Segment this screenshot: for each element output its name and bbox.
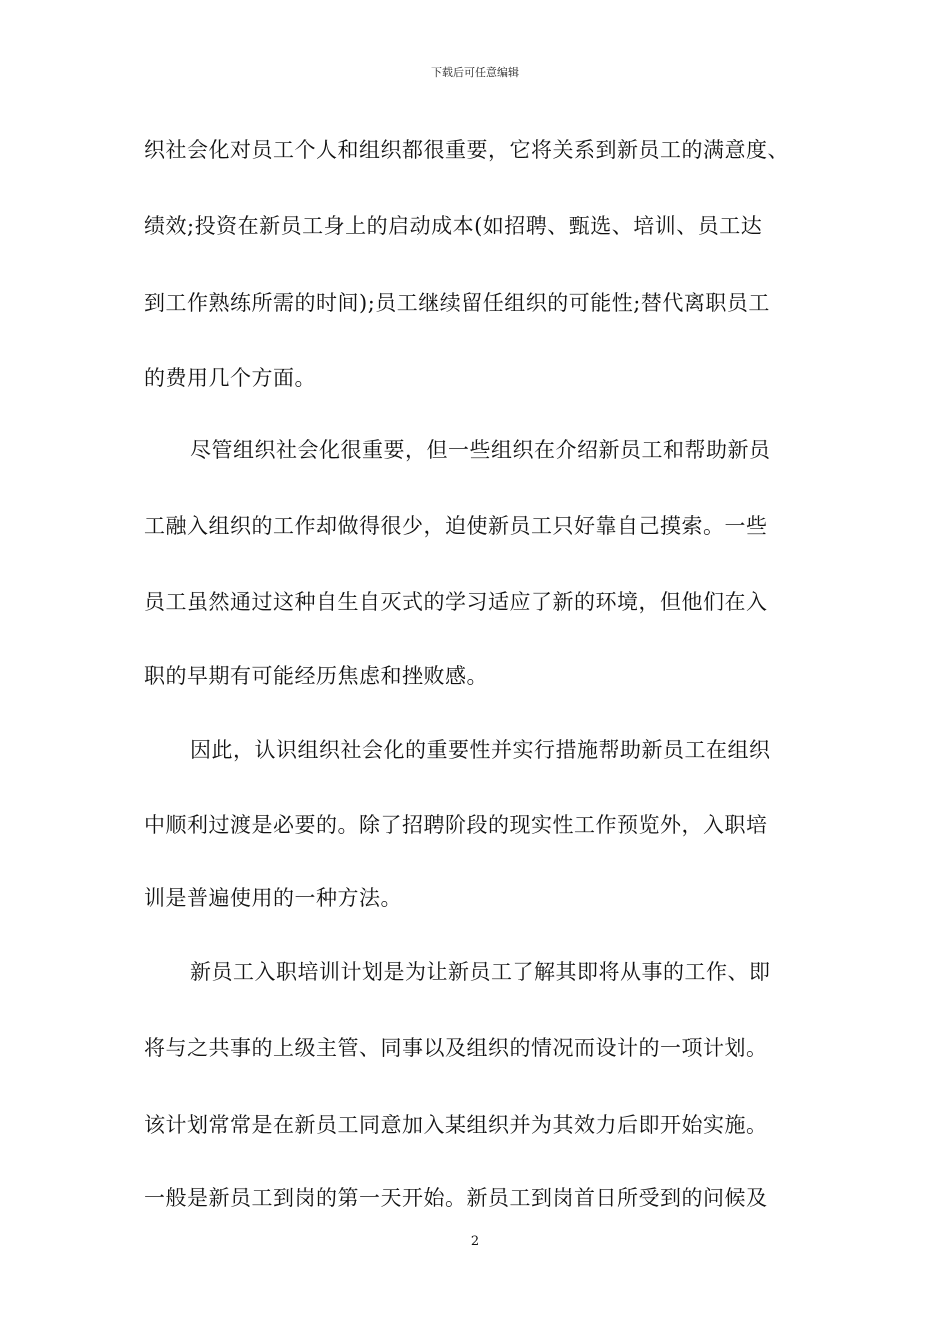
body-text-line: 到工作熟练所需的时间);员工继续留任组织的可能性;替代离职员工 <box>144 291 770 315</box>
body-text-line: 一般是新员工到岗的第一天开始。新员工到岗首日所受到的问候及 <box>144 1186 768 1210</box>
paragraph-first-line: 因此，认识组织社会化的重要性并实行措施帮助新员工在组织 <box>190 738 771 762</box>
body-text-line: 员工虽然通过这种自生自灭式的学习适应了新的环境，但他们在入 <box>144 590 768 614</box>
body-text-line: 该计划常常是在新员工同意加入某组织并为其效力后即开始实施。 <box>144 1113 768 1137</box>
page-header: 下载后可任意编辑 <box>431 66 519 79</box>
body-text-line: 的费用几个方面。 <box>144 366 316 390</box>
body-text-line: 工融入组织的工作却做得很少，迫使新员工只好靠自己摸索。一些 <box>144 514 768 538</box>
body-text-line: 中顺利过渡是必要的。除了招聘阶段的现实性工作预览外，入职培 <box>144 813 768 837</box>
body-text-line: 职的早期有可能经历焦虑和挫败感。 <box>144 664 488 688</box>
body-text-line: 织社会化对员工个人和组织都很重要，它将关系到新员工的满意度、 <box>144 138 789 162</box>
paragraph-first-line: 新员工入职培训计划是为让新员工了解其即将从事的工作、即 <box>190 960 771 984</box>
body-text-line: 将与之共事的上级主管、同事以及组织的情况而设计的一项计划。 <box>144 1036 768 1060</box>
paragraph-first-line: 尽管组织社会化很重要，但一些组织在介绍新员工和帮助新员 <box>190 438 771 462</box>
body-text-line: 训是普遍使用的一种方法。 <box>144 886 402 910</box>
body-text-line: 绩效;投资在新员工身上的启动成本(如招聘、甄选、培训、员工达 <box>144 214 763 238</box>
page-number: 2 <box>470 1234 480 1249</box>
